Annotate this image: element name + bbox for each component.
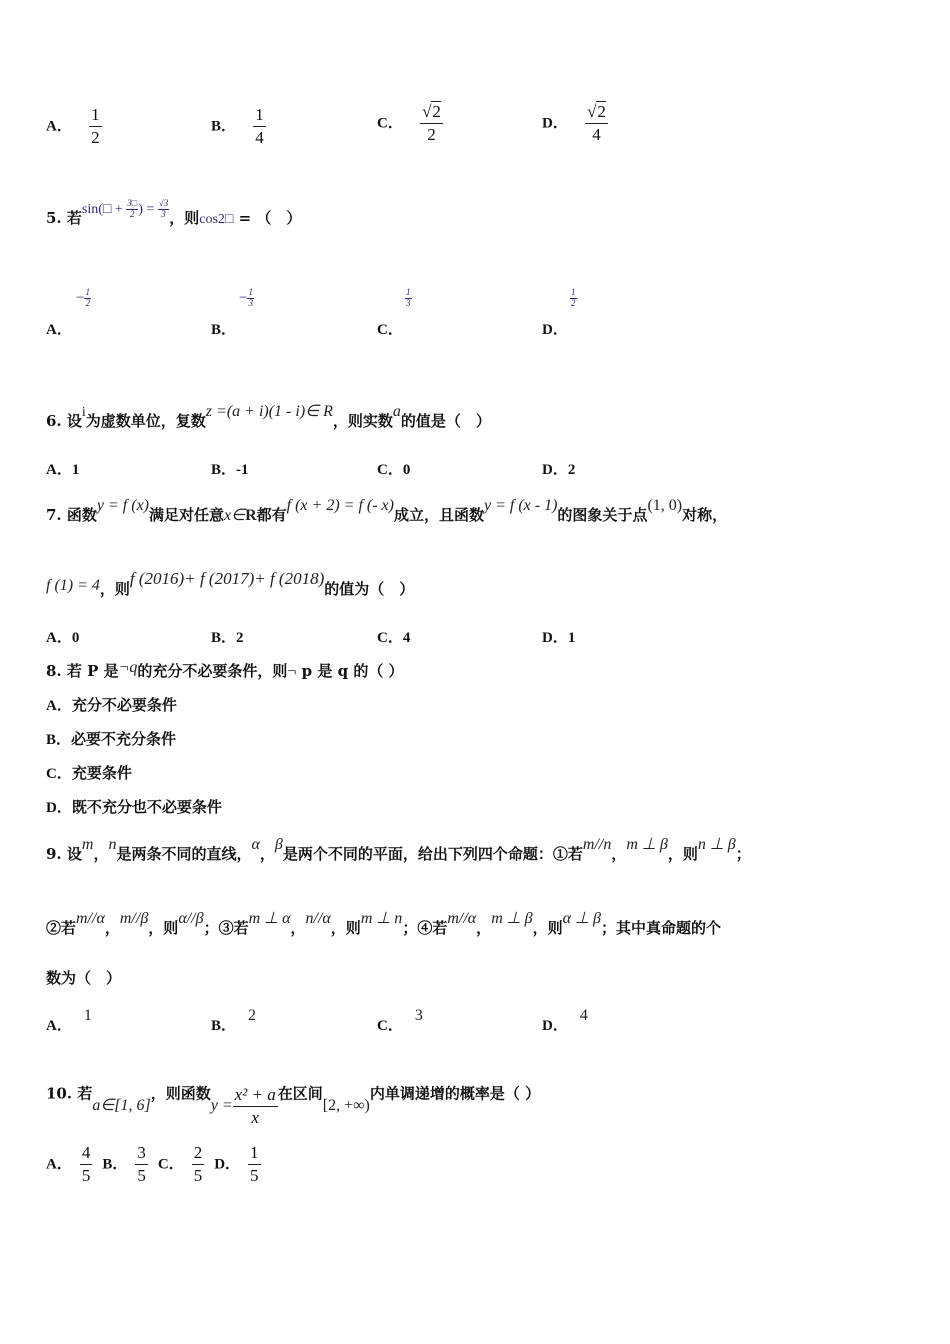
stem-text: = （ ） xyxy=(233,209,302,227)
stem-text: 满足对任意 xyxy=(149,506,225,524)
expr-part: + xyxy=(111,202,127,217)
option-label: B． xyxy=(211,462,237,478)
option-label: A． xyxy=(46,322,72,338)
stem-text: ，则 xyxy=(667,845,698,863)
q8-option-a xyxy=(46,694,177,715)
q5-c-value xyxy=(405,288,412,309)
stem-text: ，则函数 xyxy=(150,1084,211,1103)
q5-stem xyxy=(46,198,302,230)
q8-option-b xyxy=(46,728,176,749)
q7-option-a xyxy=(46,626,79,647)
option-label: D． xyxy=(214,1156,241,1173)
q10-a-fraction xyxy=(80,1144,93,1185)
stem-text: 8. 若 P 是 xyxy=(46,662,119,680)
stem-text: ， xyxy=(259,845,275,863)
numerator: x² + a xyxy=(233,1086,278,1107)
q9-condition: n//α xyxy=(305,910,331,927)
math-alpha: α xyxy=(251,836,260,853)
q6-stem xyxy=(46,403,491,431)
stem-text: 是两个不同的平面，给出下列四个命题：①若 xyxy=(282,845,583,863)
q7-option-d xyxy=(542,626,575,647)
q7-expression: y = f (x) xyxy=(96,497,149,514)
stem-text: ， xyxy=(290,919,306,937)
stem-text: ；③若 xyxy=(203,919,249,937)
q9-condition: m ⊥ β xyxy=(626,836,668,853)
stem-text: 的充分不必要条件，则 xyxy=(137,662,288,680)
q9-option-b xyxy=(211,1007,257,1035)
q9-option-a xyxy=(46,1007,92,1035)
stem-text: ，则 xyxy=(169,209,200,227)
denominator: 5 xyxy=(81,1165,91,1185)
math-not-q: ¬q xyxy=(118,659,138,676)
math-R: R xyxy=(245,507,257,524)
stem-text: 若 xyxy=(66,209,82,227)
q8-stem xyxy=(46,660,404,681)
q5-b-value xyxy=(239,288,254,309)
q7-expression: y = f (x - 1) xyxy=(483,497,558,514)
q8-option-d xyxy=(46,796,222,817)
q4-c-fraction xyxy=(420,103,443,144)
option-value: 充分不必要条件 xyxy=(71,696,177,714)
q7-expression: x∈ xyxy=(224,507,246,524)
expr-part: ) = xyxy=(138,202,158,217)
option-value: 2 xyxy=(236,630,244,646)
q4-d-fraction xyxy=(585,103,608,144)
q9-condition: m//n xyxy=(582,836,612,853)
q9-option-d xyxy=(542,1007,588,1035)
option-label: D． xyxy=(542,462,568,478)
option-label: D． xyxy=(542,1018,568,1034)
stem-text: ，则实数 xyxy=(332,412,393,430)
stem-text: 9. 设 xyxy=(46,845,82,863)
stem-text: 在区间 xyxy=(277,1084,323,1103)
q9-condition: m ⊥ α xyxy=(248,910,291,927)
q8-option-c xyxy=(46,762,132,783)
option-value: 4 xyxy=(579,1007,588,1024)
option-value: 2 xyxy=(248,1007,257,1024)
q7-expression: f (2016)+ f (2017)+ f (2018) xyxy=(129,569,325,588)
stem-text: ，则 xyxy=(99,580,130,598)
option-label: B． xyxy=(211,630,237,646)
math-a: a xyxy=(392,403,401,420)
q4-option-d xyxy=(542,103,608,144)
numerator: 1 xyxy=(89,106,102,127)
stem-text: ，则 xyxy=(532,919,563,937)
stem-text: 成立，且函数 xyxy=(393,506,484,524)
denominator: 5 xyxy=(193,1165,203,1185)
math-i: i xyxy=(81,405,86,420)
numerator: √3 xyxy=(158,198,169,209)
numerator: 3□ xyxy=(127,198,138,209)
q4-b-fraction xyxy=(253,106,266,147)
q5-rhs-fraction xyxy=(158,199,169,220)
denominator: 3 xyxy=(248,297,253,308)
expr-part: sin( xyxy=(81,202,103,217)
q10-d-fraction xyxy=(248,1144,261,1185)
q5-d-value xyxy=(570,288,577,309)
q6-expression: z =(a + i)(1 - i)∈ R xyxy=(205,403,333,420)
numerator: 4 xyxy=(80,1144,93,1165)
stem-text: 10. 若 xyxy=(46,1084,93,1103)
q7-expression: (1, 0) xyxy=(647,497,683,514)
option-label: D． xyxy=(542,322,568,338)
stem-text: 数为（ ） xyxy=(46,969,122,987)
numerator: 3 xyxy=(135,1144,148,1165)
option-value: 必要不充分条件 xyxy=(71,730,177,748)
stem-text: p 是 q 的（ ） xyxy=(296,662,404,680)
q9-option-c xyxy=(377,1007,423,1035)
q10-interval: [2, +∞) xyxy=(322,1097,370,1115)
math-m: m xyxy=(81,836,94,853)
stem-text: 的值是（ ） xyxy=(400,412,491,430)
option-value: 0 xyxy=(402,462,411,478)
sqrt-radicand: 2 xyxy=(432,102,441,121)
option-label: A． xyxy=(46,118,72,135)
option-label: A． xyxy=(46,462,72,478)
numerator: 1 xyxy=(253,106,266,127)
denominator: 5 xyxy=(137,1165,146,1185)
q7-expression: f (1) = 4 xyxy=(46,577,100,594)
q5-cos-expression: cos2□ xyxy=(199,212,234,227)
option-label: B． xyxy=(211,118,237,135)
stem-text: 内单调递增的概率是（ ） xyxy=(369,1084,541,1103)
option-label: C． xyxy=(157,1156,184,1173)
option-value: -1 xyxy=(236,462,249,478)
numerator: 2 xyxy=(192,1144,205,1165)
q10-b-fraction xyxy=(135,1144,148,1185)
option-value: 2 xyxy=(567,462,576,478)
math-not: ¬ xyxy=(287,663,297,680)
denominator: 2 xyxy=(571,297,576,308)
q9-stem-line1 xyxy=(46,836,751,864)
stem-text: 的图象关于点 xyxy=(557,506,648,524)
option-label: C． xyxy=(377,630,403,646)
math-n: n xyxy=(108,836,117,853)
option-label: A． xyxy=(46,1156,72,1173)
q6-option-b xyxy=(211,458,249,479)
q9-condition: m//α xyxy=(76,910,105,927)
option-value: 充要条件 xyxy=(71,764,132,782)
stem-text: 是两条不同的直线， xyxy=(116,845,252,863)
stem-text: ， xyxy=(104,919,120,937)
denominator: 3 xyxy=(161,209,166,220)
numerator: √2 xyxy=(585,103,608,124)
option-label: A． xyxy=(46,698,72,714)
stem-text: 6. 设 xyxy=(46,412,82,430)
option-label: C． xyxy=(46,766,72,782)
q10-expression: y = xyxy=(210,1097,233,1115)
denominator: 5 xyxy=(250,1165,259,1185)
q9-condition: m ⊥ n xyxy=(360,910,403,927)
denominator: 3 xyxy=(406,297,411,308)
q5-expression: sin(□ + $\frac{3□}{2}$ ) = $\frac{√3}{3}$ xyxy=(81,198,169,220)
q4-a-fraction xyxy=(89,106,102,147)
q10-expression: a∈[1, 6] xyxy=(92,1097,151,1115)
q9-condition: m//α xyxy=(447,910,477,927)
stem-text: ，则 xyxy=(148,919,179,937)
option-label: A． xyxy=(46,630,72,646)
q9-condition: n ⊥ β xyxy=(697,836,736,853)
q9-condition: α ⊥ β xyxy=(562,910,601,927)
denominator: 2 xyxy=(85,297,90,308)
stem-text: ②若 xyxy=(46,919,77,937)
numerator: √2 xyxy=(420,103,443,124)
stem-text: 7. 函数 xyxy=(46,506,97,524)
option-label: B． xyxy=(211,322,237,338)
q7-stem-line1 xyxy=(46,497,728,525)
q7-expression: f (x + 2) = f (- x) xyxy=(286,497,394,514)
numerator: 1 xyxy=(571,287,576,297)
option-value: 既不充分也不必要条件 xyxy=(71,798,222,816)
q6-option-d xyxy=(542,458,575,479)
q7-option-b xyxy=(211,626,244,647)
denominator: 4 xyxy=(592,124,601,144)
q4-option-b xyxy=(211,106,266,147)
q9-stem-line3 xyxy=(46,967,121,988)
q5-fraction xyxy=(126,199,138,220)
stem-text: 的值为（ ） xyxy=(324,580,415,598)
stem-text: ， xyxy=(611,845,627,863)
stem-text: 都有 xyxy=(256,506,287,524)
option-label: A． xyxy=(46,1018,72,1034)
option-label: B． xyxy=(102,1156,128,1173)
stem-text: ； xyxy=(735,845,751,863)
stem-text: 对称， xyxy=(682,506,728,524)
q10-stem xyxy=(46,1074,541,1127)
option-label: D． xyxy=(46,800,72,816)
q6-option-a xyxy=(46,458,79,479)
q5-a-value xyxy=(76,288,91,309)
math-beta: β xyxy=(274,836,283,853)
option-label: B． xyxy=(46,732,72,748)
numerator: 1 xyxy=(248,1144,261,1165)
sign: − xyxy=(239,289,248,306)
option-value: 0 xyxy=(71,630,80,646)
stem-text: 为虚数单位，复数 xyxy=(85,412,206,430)
denominator: 4 xyxy=(255,127,264,147)
stem-text: ，则 xyxy=(330,919,361,937)
numerator: 1 xyxy=(248,287,253,297)
q9-stem-line2 xyxy=(46,910,721,938)
sqrt-radicand: 2 xyxy=(597,102,606,121)
q10-options xyxy=(46,1144,271,1185)
q4-option-a xyxy=(46,106,102,147)
option-value: 1 xyxy=(567,630,576,646)
denominator: 2 xyxy=(130,209,135,220)
q9-condition: m ⊥ β xyxy=(491,910,533,927)
option-label: C． xyxy=(377,322,403,338)
option-label: D． xyxy=(542,630,568,646)
denominator: 2 xyxy=(427,124,436,144)
q4-option-c xyxy=(377,103,443,144)
q10-fraction xyxy=(233,1086,278,1127)
denominator: 2 xyxy=(91,127,100,147)
option-value: 1 xyxy=(71,462,80,478)
q10-c-fraction xyxy=(192,1144,205,1185)
sign: − xyxy=(76,289,85,306)
option-label: D． xyxy=(542,115,568,132)
option-label: C． xyxy=(377,115,403,132)
option-label: C． xyxy=(377,1018,403,1034)
numerator: 1 xyxy=(85,287,90,297)
option-value: 3 xyxy=(414,1007,423,1024)
option-label: C． xyxy=(377,462,403,478)
q7-option-c xyxy=(377,626,410,647)
q6-option-c xyxy=(377,458,410,479)
q9-condition: α//β xyxy=(178,910,204,927)
stem-text: ， xyxy=(93,845,109,863)
q7-stem-line2 xyxy=(46,569,415,599)
stem-text: ；其中真命题的个 xyxy=(600,919,721,937)
stem-text: ， xyxy=(476,919,492,937)
q9-condition: m//β xyxy=(119,910,149,927)
question-number: 5. xyxy=(46,209,67,227)
denominator: x xyxy=(251,1107,259,1127)
option-value: 4 xyxy=(402,630,411,646)
numerator: 1 xyxy=(406,287,411,297)
stem-text: ；④若 xyxy=(402,919,448,937)
option-label: B． xyxy=(211,1018,237,1034)
option-value: 1 xyxy=(83,1007,92,1024)
